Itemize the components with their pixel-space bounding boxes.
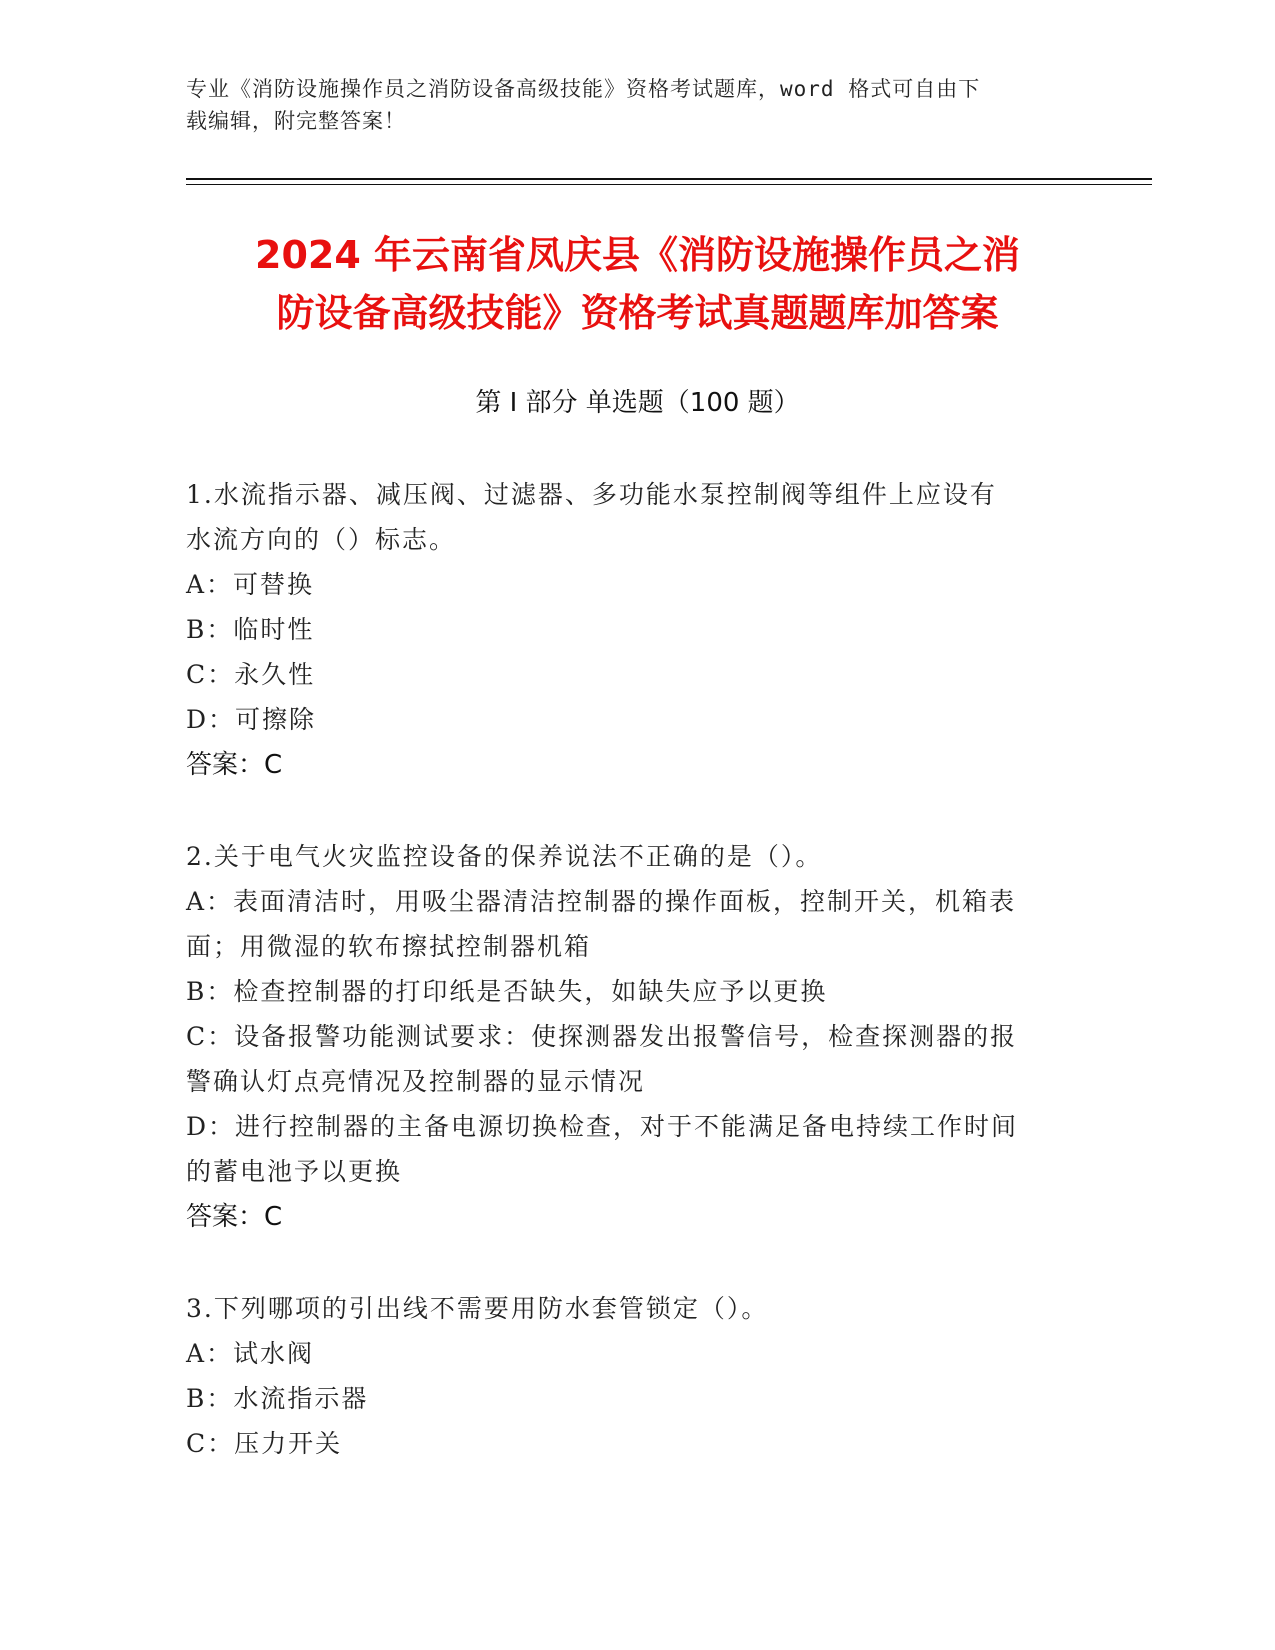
title-line: 防设备高级技能》资格考试真题题库加答案 [276,291,999,335]
question-2 [186,834,1076,1240]
section-title: 第 I 部分 单选题（100 题） [475,388,800,418]
question-stem: 3.下列哪项的引出线不需要用防水套管锁定（）。 [186,1294,769,1323]
question-stem: 水流方向的（）标志。 [186,525,457,554]
header-note-line: 专业《消防设施操作员之消防设备高级技能》资格考试题库，word 格式可自由下 [186,77,981,101]
answer: 答案：C [186,1202,283,1232]
question-stem: 2.关于电气火灾监控设备的保养说法不正确的是（）。 [186,842,823,871]
option-a-cont: 面；用微湿的软布擦拭控制器机箱 [186,932,592,961]
question-3 [186,1286,1076,1466]
option-d-cont: 的蓄电池予以更换 [186,1157,403,1186]
answer: 答案：C [186,750,283,780]
header-note [186,73,1066,137]
question-list [186,472,1076,1512]
option-d: D：可擦除 [186,705,317,734]
option-c-cont: 警确认灯点亮情况及控制器的显示情况 [186,1067,646,1096]
option-a: A：表面清洁时，用吸尘器清洁控制器的操作面板，控制开关，机箱表 [186,887,1017,916]
option-a: A：可替换 [186,570,315,599]
header-divider-thin [186,184,1152,185]
header-divider-thick [186,178,1152,180]
title-line: 2024 年云南省凤庆县《消防设施操作员之消 [255,233,1020,277]
question-stem: 1.水流指示器、减压阀、过滤器、多功能水泵控制阀等组件上应设有 [186,480,997,509]
option-d: D：进行控制器的主备电源切换检查，对于不能满足备电持续工作时间 [186,1112,1019,1141]
question-1 [186,472,1076,788]
option-c: C：永久性 [186,660,316,689]
option-a: A：试水阀 [186,1339,315,1368]
option-b: B：临时性 [186,615,315,644]
header-note-line: 载编辑，附完整答案！ [186,109,406,133]
option-c: C：设备报警功能测试要求：使探测器发出报警信号，检查探测器的报 [186,1022,1018,1051]
option-b: B：水流指示器 [186,1384,369,1413]
option-c: C：压力开关 [186,1429,343,1458]
document-title [150,226,1125,342]
option-b: B：检查控制器的打印纸是否缺失，如缺失应予以更换 [186,977,828,1006]
